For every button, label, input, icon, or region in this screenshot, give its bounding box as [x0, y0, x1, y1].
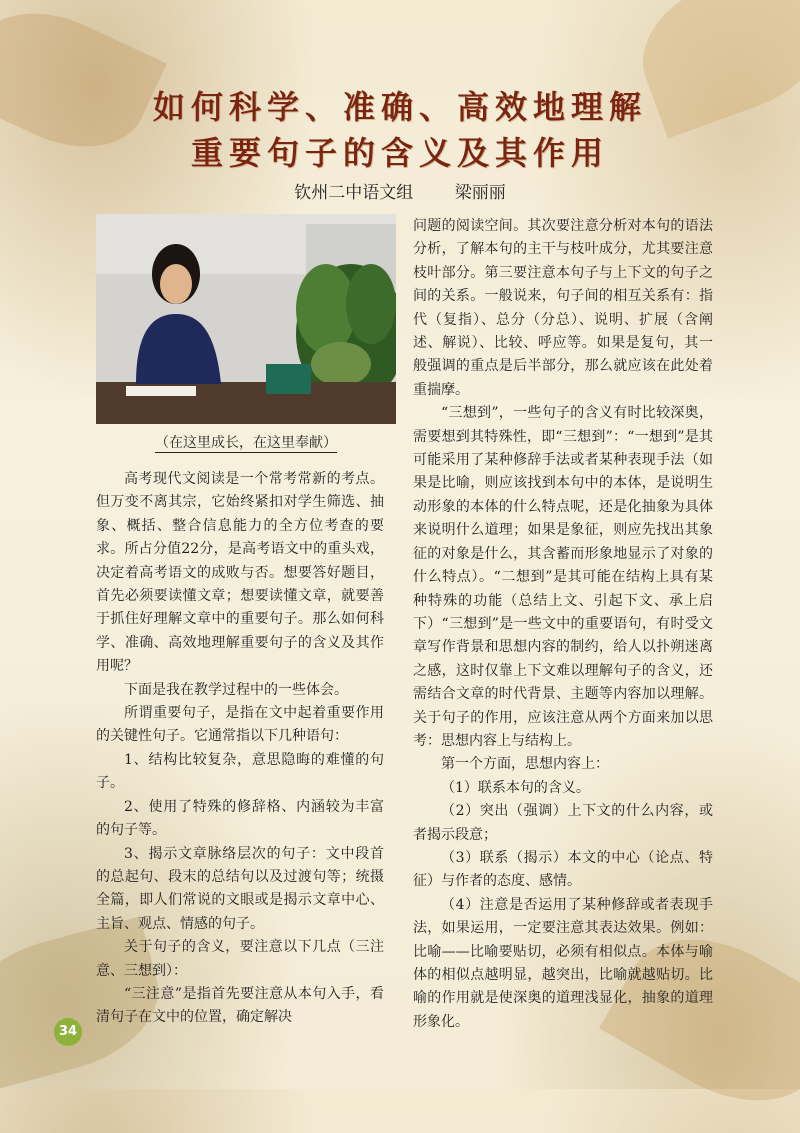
- list-item: 2、使用了特殊的修辞格、内涵较为丰富的句子等。: [96, 798, 384, 839]
- article-title-line-1: 如何科学、准确、高效地理解: [152, 88, 647, 126]
- author-name: 梁丽丽: [454, 183, 506, 203]
- right-column: [413, 215, 713, 1034]
- page-number-badge: 34: [54, 1018, 82, 1046]
- list-item: （3）联系（揭示）本文的中心（论点、特征）与作者的态度、感情。: [413, 849, 713, 890]
- paragraph: “三注意”是指首先要注意从本句入手，看清句子在文中的位置，确定解决: [96, 985, 384, 1026]
- paragraph: 第一个方面，思想内容上：: [441, 756, 609, 773]
- list-item: （1）联系本句的含义。: [441, 779, 590, 796]
- paragraph: 问题的阅读空间。其次要注意分析对本句的语法分析，了解本句的主干与枝叶成分，尤其要注意枝叶部分。第三要注意本句子与上下文的句子之间的关系。一般说来，句子间的相互关系有：指代（复指）、总分（分总）、说明、扩展（含阐述、解说）、比较、呼应等。如果是复句，其一般强调的重点是后半部分，那么就应该在此处着重揣摩。: [413, 218, 713, 398]
- photo-caption: （在这里成长，在这里奉献）: [155, 435, 337, 451]
- paragraph: 所谓重要句子，是指在文中起着重要作用的关键性句子。它通常指以下几种语句：: [96, 705, 384, 745]
- list-item: （2）突出（强调）上下文的什么内容，或者揭示段意；: [413, 803, 713, 843]
- paragraph: 高考现代文阅读是一个常考常新的考点。但万变不离其宗，它始终紧扣对学生筛选、抽象、概括、整合信息能力的全方位考查的要求。所占分值22分，是高考语文中的重头戏，决定着高考语文的成败与否。想要答好题目，首先必须要读懂文章；想要读懂文章，就要善于抓住好理解文章中的重要句子。那么如何科学、准确、高效地理解重要句子的含义及其作用呢？: [96, 471, 384, 675]
- left-column: [96, 468, 384, 1030]
- list-item: 3、揭示文章脉络层次的句子：文中段首的总起句、段末的总结句以及过渡句等；统摄全篇，即人们常说的文眼或是揭示文章中心、主旨、观点、情感的句子。: [96, 845, 384, 932]
- author-photo: [96, 214, 396, 424]
- paragraph: 下面是我在教学过程中的一些体会。: [124, 681, 348, 698]
- author-org: 钦州二中语文组: [294, 183, 414, 203]
- paragraph: 关于句子的含义，要注意以下几点（三注意、三想到）：: [96, 939, 384, 979]
- article-title-line-2: 重要句子的含义及其作用: [190, 134, 609, 172]
- list-item: （4）注意是否运用了某种修辞或者表现手法，如果运用，一定要注意其表达效果。例如：比喻——比喻要贴切，必须有相似点。本体与喻体的相似点越明显，越突出，比喻就越贴切。比喻的作用就是使深奥的道理浅显化，抽象的道理形象化。: [413, 896, 713, 1030]
- author-line: [0, 178, 800, 203]
- list-item: 1、结构比较复杂，意思隐晦的难懂的句子。: [96, 751, 384, 792]
- paragraph: “三想到”，一些句子的含义有时比较深奥，需要想到其特殊性，即“三想到”：“一想到”是其可能采用了某种修辞手法或者某种表现手法（如果是比喻，则应该找到本句中的本体，是说明生动形象的本体的什么特点呢，还是化抽象为具体来说明什么道理；如果是象征，则应先找出其象征的对象是什么，其含蓄而形象地显示了对象的什么特点）。“二想到”是其可能在结构上具有某种特殊的功能（总结上文、引起下文、承上启下）“三想到”是一些文中的重要语句，有时受文章写作背景和思想内容的制约，给人以扑朔迷离之感，这时仅靠上下文难以理解句子的含义，还需结合文章的时代背景、主题等内容加以理解。关于句子的作用，应该注意从两个方面来加以思考：思想内容上与结构上。: [413, 405, 713, 749]
